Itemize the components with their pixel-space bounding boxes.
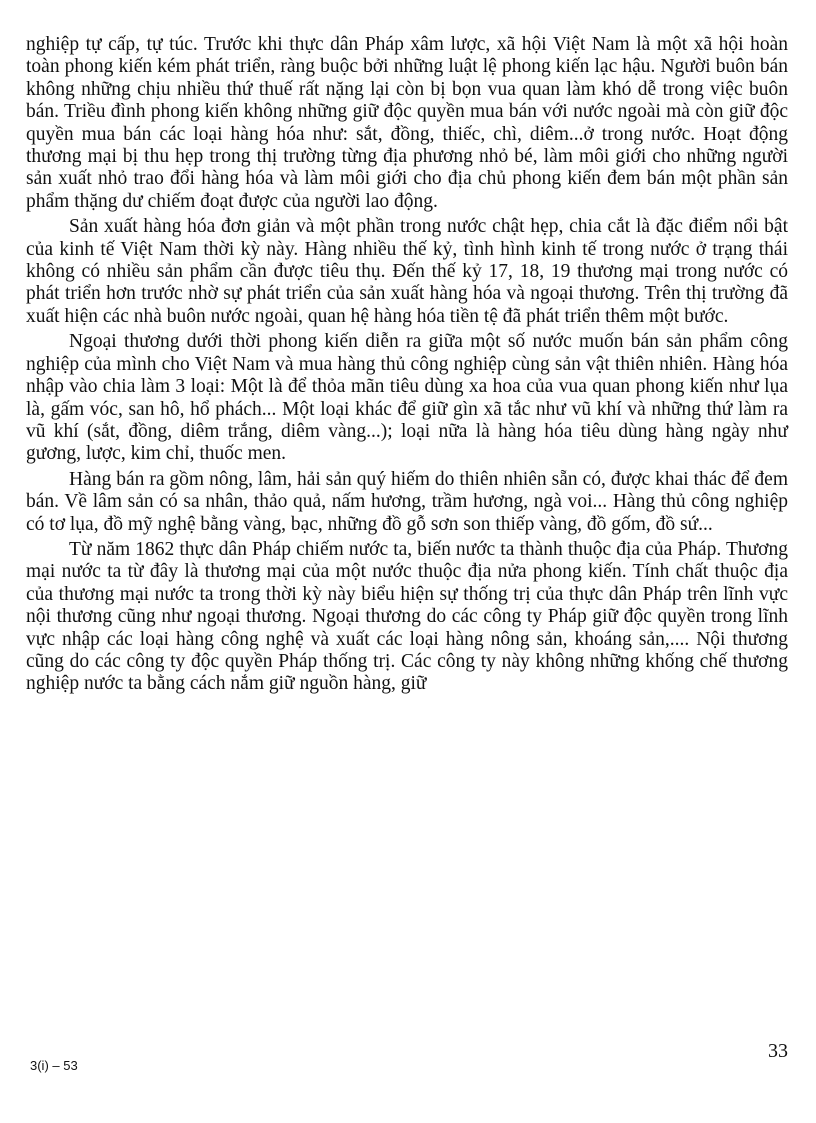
page-number: 33 — [768, 1040, 788, 1062]
paragraph: Từ năm 1862 thực dân Pháp chiếm nước ta, biến nước ta thành thuộc địa của Pháp. Thương mại nước ta từ đây là thương mại của một nước thuộc địa nửa phong kiến. Tính chất thuộc địa của thương mại nước ta trong thời kỳ này biểu hiện sự thống trị của thực dân Pháp trên lĩnh vực nội thương cũng như ngoại thương. Ngoại thương do các công ty Pháp giữ độc quyền trong lĩnh vực nhập các loại hàng công nghệ và xuất các loại hàng nông sản, khoáng sản,.... Nội thương cũng do các công ty độc quyền Pháp thống trị. Các công ty này không những khống chế thương nghiệp nước ta bằng cách nắm giữ nguồn hàng, giữ — [26, 538, 788, 695]
paragraph: Hàng bán ra gồm nông, lâm, hải sản quý hiếm do thiên nhiên sẵn có, được khai thác để đem bán. Về lâm sản có sa nhân, thảo quả, nấm hương, trầm hương, ngà voi... Hàng thủ công nghiệp có tơ lụa, đồ mỹ nghệ bằng vàng, bạc, những đồ gỗ sơn son thiếp vàng, đồ gốm, đồ sứ... — [26, 468, 788, 535]
paragraph: nghiệp tự cấp, tự túc. Trước khi thực dân Pháp xâm lược, xã hội Việt Nam là một xã hội hoàn toàn phong kiến kém phát triển, ràng buộc bởi những luật lệ phong kiến lạc hậu. Người buôn bán không những chịu nhiều thứ thuế rất nặng lại còn bị bọn vua quan làm khó dễ trong việc buôn bán. Triều đình phong kiến không những giữ độc quyền mua bán với nước ngoài mà còn giữ độc quyền mua bán các loại hàng hóa như: sắt, đồng, thiếc, chì, diêm...ở trong nước. Hoạt động thương mại bị thu hẹp trong thị trường từng địa phương nhỏ bé, làm môi giới cho những người sản xuất nhỏ trao đổi hàng hóa và làm môi giới cho địa chủ phong kiến đem bán một phần sản phẩm thặng dư chiếm đoạt được của người lao động. — [26, 34, 788, 212]
printer-signature: 3(i) – 53 — [30, 1058, 78, 1073]
paragraph: Ngoại thương dưới thời phong kiến diễn ra giữa một số nước muốn bán sản phẩm công nghiệp của mình cho Việt Nam và mua hàng thủ công nghiệp cùng sản vật thiên nhiên. Hàng hóa nhập vào chia làm 3 loại: Một là để thỏa mãn tiêu dùng xa hoa của vua quan phong kiến như lụa là, gấm vóc, san hô, hổ phách... Một loại khác để giữ gìn xã tắc như vũ khí và những thứ làm ra vũ khí (sắt, đồng, diêm trắng, diêm vàng...); loại nữa là hàng hóa tiêu dùng hàng ngày như gương, lược, kim chỉ, thuốc men. — [26, 331, 788, 465]
body-text — [26, 34, 788, 696]
paragraph: Sản xuất hàng hóa đơn giản và một phần trong nước chật hẹp, chia cắt là đặc điểm nổi bật của kinh tế Việt Nam thời kỳ này. Hàng nhiều thế kỷ, tình hình kinh tế trong nước ở trạng thái không có nhiều sản phẩm cần được tiêu thụ. Đến thế kỷ 17, 18, 19 thương mại trong nước có phát triển hơn trước nhờ sự phát triển của sản xuất hàng hóa và ngoại thương. Trên thị trường đã xuất hiện các nhà buôn nước ngoài, quan hệ hàng hóa tiền tệ đã phát triển thêm một bước. — [26, 216, 788, 327]
